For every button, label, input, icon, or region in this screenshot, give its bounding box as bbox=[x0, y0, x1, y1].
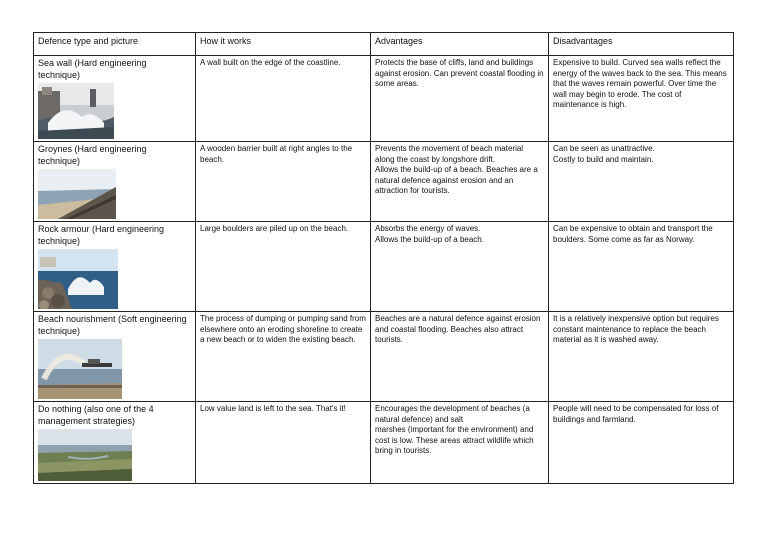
disadvantages-cell bbox=[549, 56, 734, 142]
sea-wall-picture bbox=[38, 83, 114, 139]
advantages-text: marshes (important for the environment) and cost is low. These areas attract wildlife which bring in tourists. bbox=[375, 425, 534, 456]
defence-name: Rock armour (Hard engineering technique) bbox=[38, 224, 165, 246]
advantages-cell bbox=[371, 142, 549, 222]
coastal-defences-table bbox=[33, 32, 734, 484]
header-disadvantages: Disadvantages bbox=[549, 33, 734, 56]
header-how-it-works: How it works bbox=[196, 33, 371, 56]
defence-cell bbox=[34, 142, 196, 222]
defence-name: Groynes (Hard engineering technique) bbox=[38, 144, 147, 166]
advantages-text: Encourages the development of beaches (a natural defence) and salt bbox=[375, 404, 530, 424]
disadvantages-text: Expensive to build. Curved sea walls reflect the energy of the waves back to the sea. This means that the waves remain powerful. Over time the wall may begin to erode. The cost of maintenance is high. bbox=[553, 58, 727, 110]
defence-cell bbox=[34, 312, 196, 402]
advantages-cell bbox=[371, 56, 549, 142]
advantages-text: Protects the base of cliffs, land and buildings against erosion. Can prevent coastal flooding in some areas. bbox=[375, 58, 544, 89]
disadvantages-cell bbox=[549, 222, 734, 312]
disadvantages-cell bbox=[549, 142, 734, 222]
how-it-works-cell: Low value land is left to the sea. That's it! bbox=[196, 402, 371, 484]
disadvantages-text: Costly to build and maintain. bbox=[553, 154, 654, 164]
rock-armour-picture bbox=[38, 249, 118, 309]
advantages-text: Allows the build-up of a beach. bbox=[375, 234, 484, 244]
header-advantages: Advantages bbox=[371, 33, 549, 56]
how-it-works-cell: The process of dumping or pumping sand from elsewhere onto an eroding shoreline to create a new beach or to widen the existing beach. bbox=[196, 312, 371, 402]
header-row bbox=[34, 33, 734, 56]
defence-name: Do nothing (also one of the 4 management strategies) bbox=[38, 404, 154, 426]
table-row bbox=[34, 142, 734, 222]
advantages-cell bbox=[371, 222, 549, 312]
advantages-cell bbox=[371, 312, 549, 402]
how-it-works-cell: A wall built on the edge of the coastline. bbox=[196, 56, 371, 142]
disadvantages-cell bbox=[549, 402, 734, 484]
advantages-text: Absorbs the energy of waves. bbox=[375, 224, 481, 233]
header-defence: Defence type and picture bbox=[34, 33, 196, 56]
defence-cell bbox=[34, 402, 196, 484]
disadvantages-cell bbox=[549, 312, 734, 402]
how-it-works-cell: Large boulders are piled up on the beach. bbox=[196, 222, 371, 312]
table-row bbox=[34, 56, 734, 142]
disadvantages-text: Can be expensive to obtain and transport the boulders. Some come as far as Norway. bbox=[553, 224, 713, 244]
table-row bbox=[34, 312, 734, 402]
defence-cell bbox=[34, 56, 196, 142]
advantages-text: Beaches are a natural defence against erosion and coastal flooding. Beaches also attract tourists. bbox=[375, 314, 541, 345]
defence-name: Sea wall (Hard engineering technique) bbox=[38, 58, 147, 80]
advantages-text: Allows the build-up of a beach. Beaches are a natural defence against erosion and an attraction for tourists. bbox=[375, 165, 538, 196]
defence-name: Beach nourishment (Soft engineering technique) bbox=[38, 314, 187, 336]
table-row bbox=[34, 222, 734, 312]
defence-cell bbox=[34, 222, 196, 312]
do-nothing-picture bbox=[38, 429, 132, 481]
how-it-works-cell: A wooden barrier built at right angles to the beach. bbox=[196, 142, 371, 222]
groynes-picture bbox=[38, 169, 116, 219]
beach-nourishment-picture bbox=[38, 339, 122, 399]
disadvantages-text: People will need to be compensated for loss of buildings and farmland. bbox=[553, 404, 719, 424]
disadvantages-text: It is a relatively inexpensive option but requires constant maintenance to replace the beach material as it is washed away. bbox=[553, 314, 719, 345]
advantages-cell bbox=[371, 402, 549, 484]
advantages-text: Prevents the movement of beach material along the coast by longshore drift. bbox=[375, 144, 524, 164]
table-row bbox=[34, 402, 734, 484]
disadvantages-text: Can be seen as unattractive. bbox=[553, 144, 655, 153]
